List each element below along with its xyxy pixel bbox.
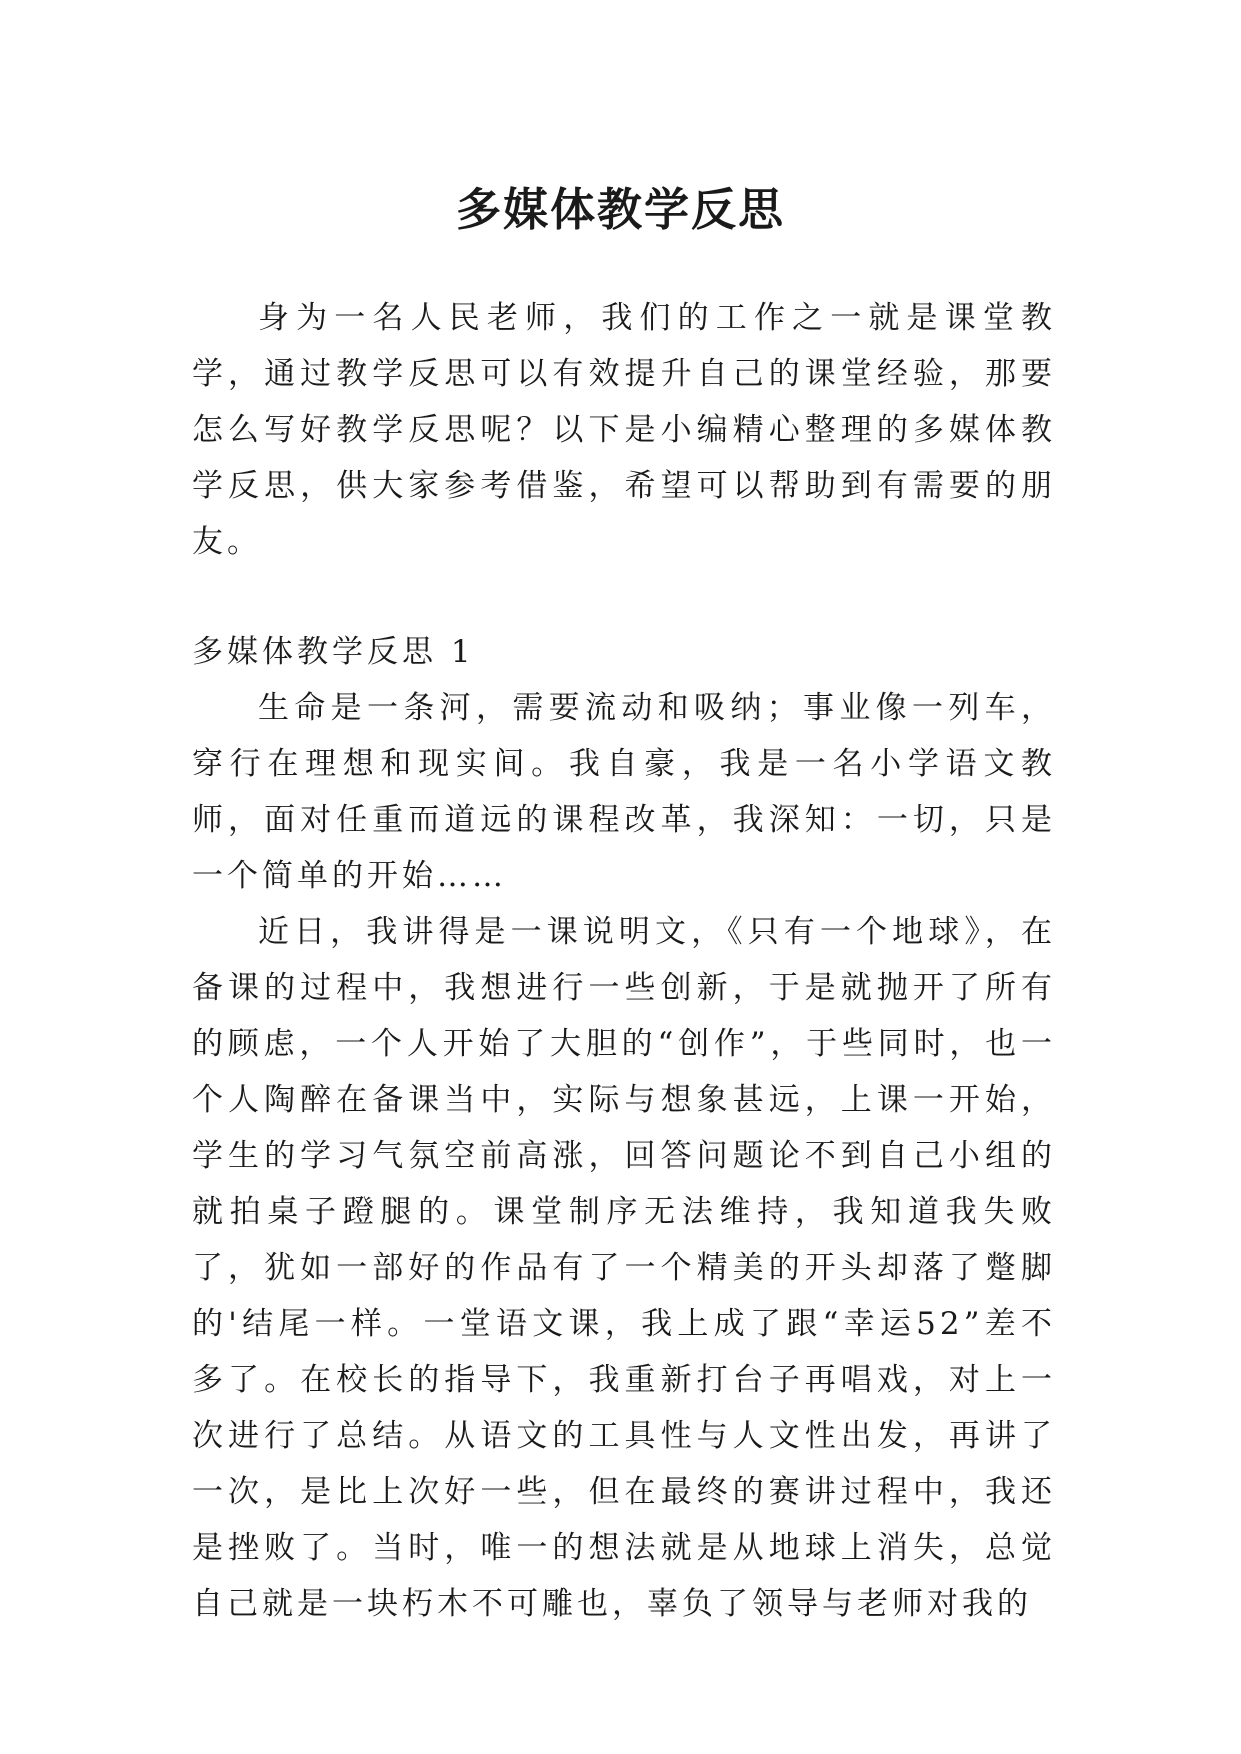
page-title: 多媒体教学反思	[455, 183, 785, 237]
body-paragraph: 生命是一条河，需要流动和吸纳；事业像一列车，穿行在理想和现实间。我自豪，我是一名小学语文教师，面对任重而道远的课程改革，我深知：一切，只是一个简单的开始……	[192, 690, 1056, 894]
intro-paragraph: 身为一名人民老师，我们的工作之一就是课堂教学，通过教学反思可以有效提升自己的课堂经验，那要怎么写好教学反思呢？以下是小编精心整理的多媒体教学反思，供大家参考借鉴，希望可以帮助到有需要的朋友。	[192, 300, 1056, 560]
document-body	[192, 290, 1056, 1632]
body-paragraph: 近日，我讲得是一课说明文，《只有一个地球》，在备课的过程中，我想进行一些创新，于是就抛开了所有的顾虑，一个人开始了大胆的“创作”，于些同时，也一个人陶醉在备课当中，实际与想象甚远，上课一开始，学生的学习气氛空前高涨，回答问题论不到自己小组的就拍桌子蹬腿的。课堂制序无法维持，我知道我失败了，犹如一部好的作品有了一个精美的开头却落了蹩脚的'结尾一样。一堂语文课，我上成了跟“幸运52”差不多了。在校长的指导下，我重新打台子再唱戏，对上一次进行了总结。从语文的工具性与人文性出发，再讲了一次，是比上次好一些，但在最终的赛讲过程中，我还是挫败了。当时，唯一的想法就是从地球上消失，总觉自己就是一块朽木不可雕也，辜负了领导与老师对我的	[192, 914, 1056, 1622]
section-heading: 多媒体教学反思 1	[192, 634, 475, 670]
